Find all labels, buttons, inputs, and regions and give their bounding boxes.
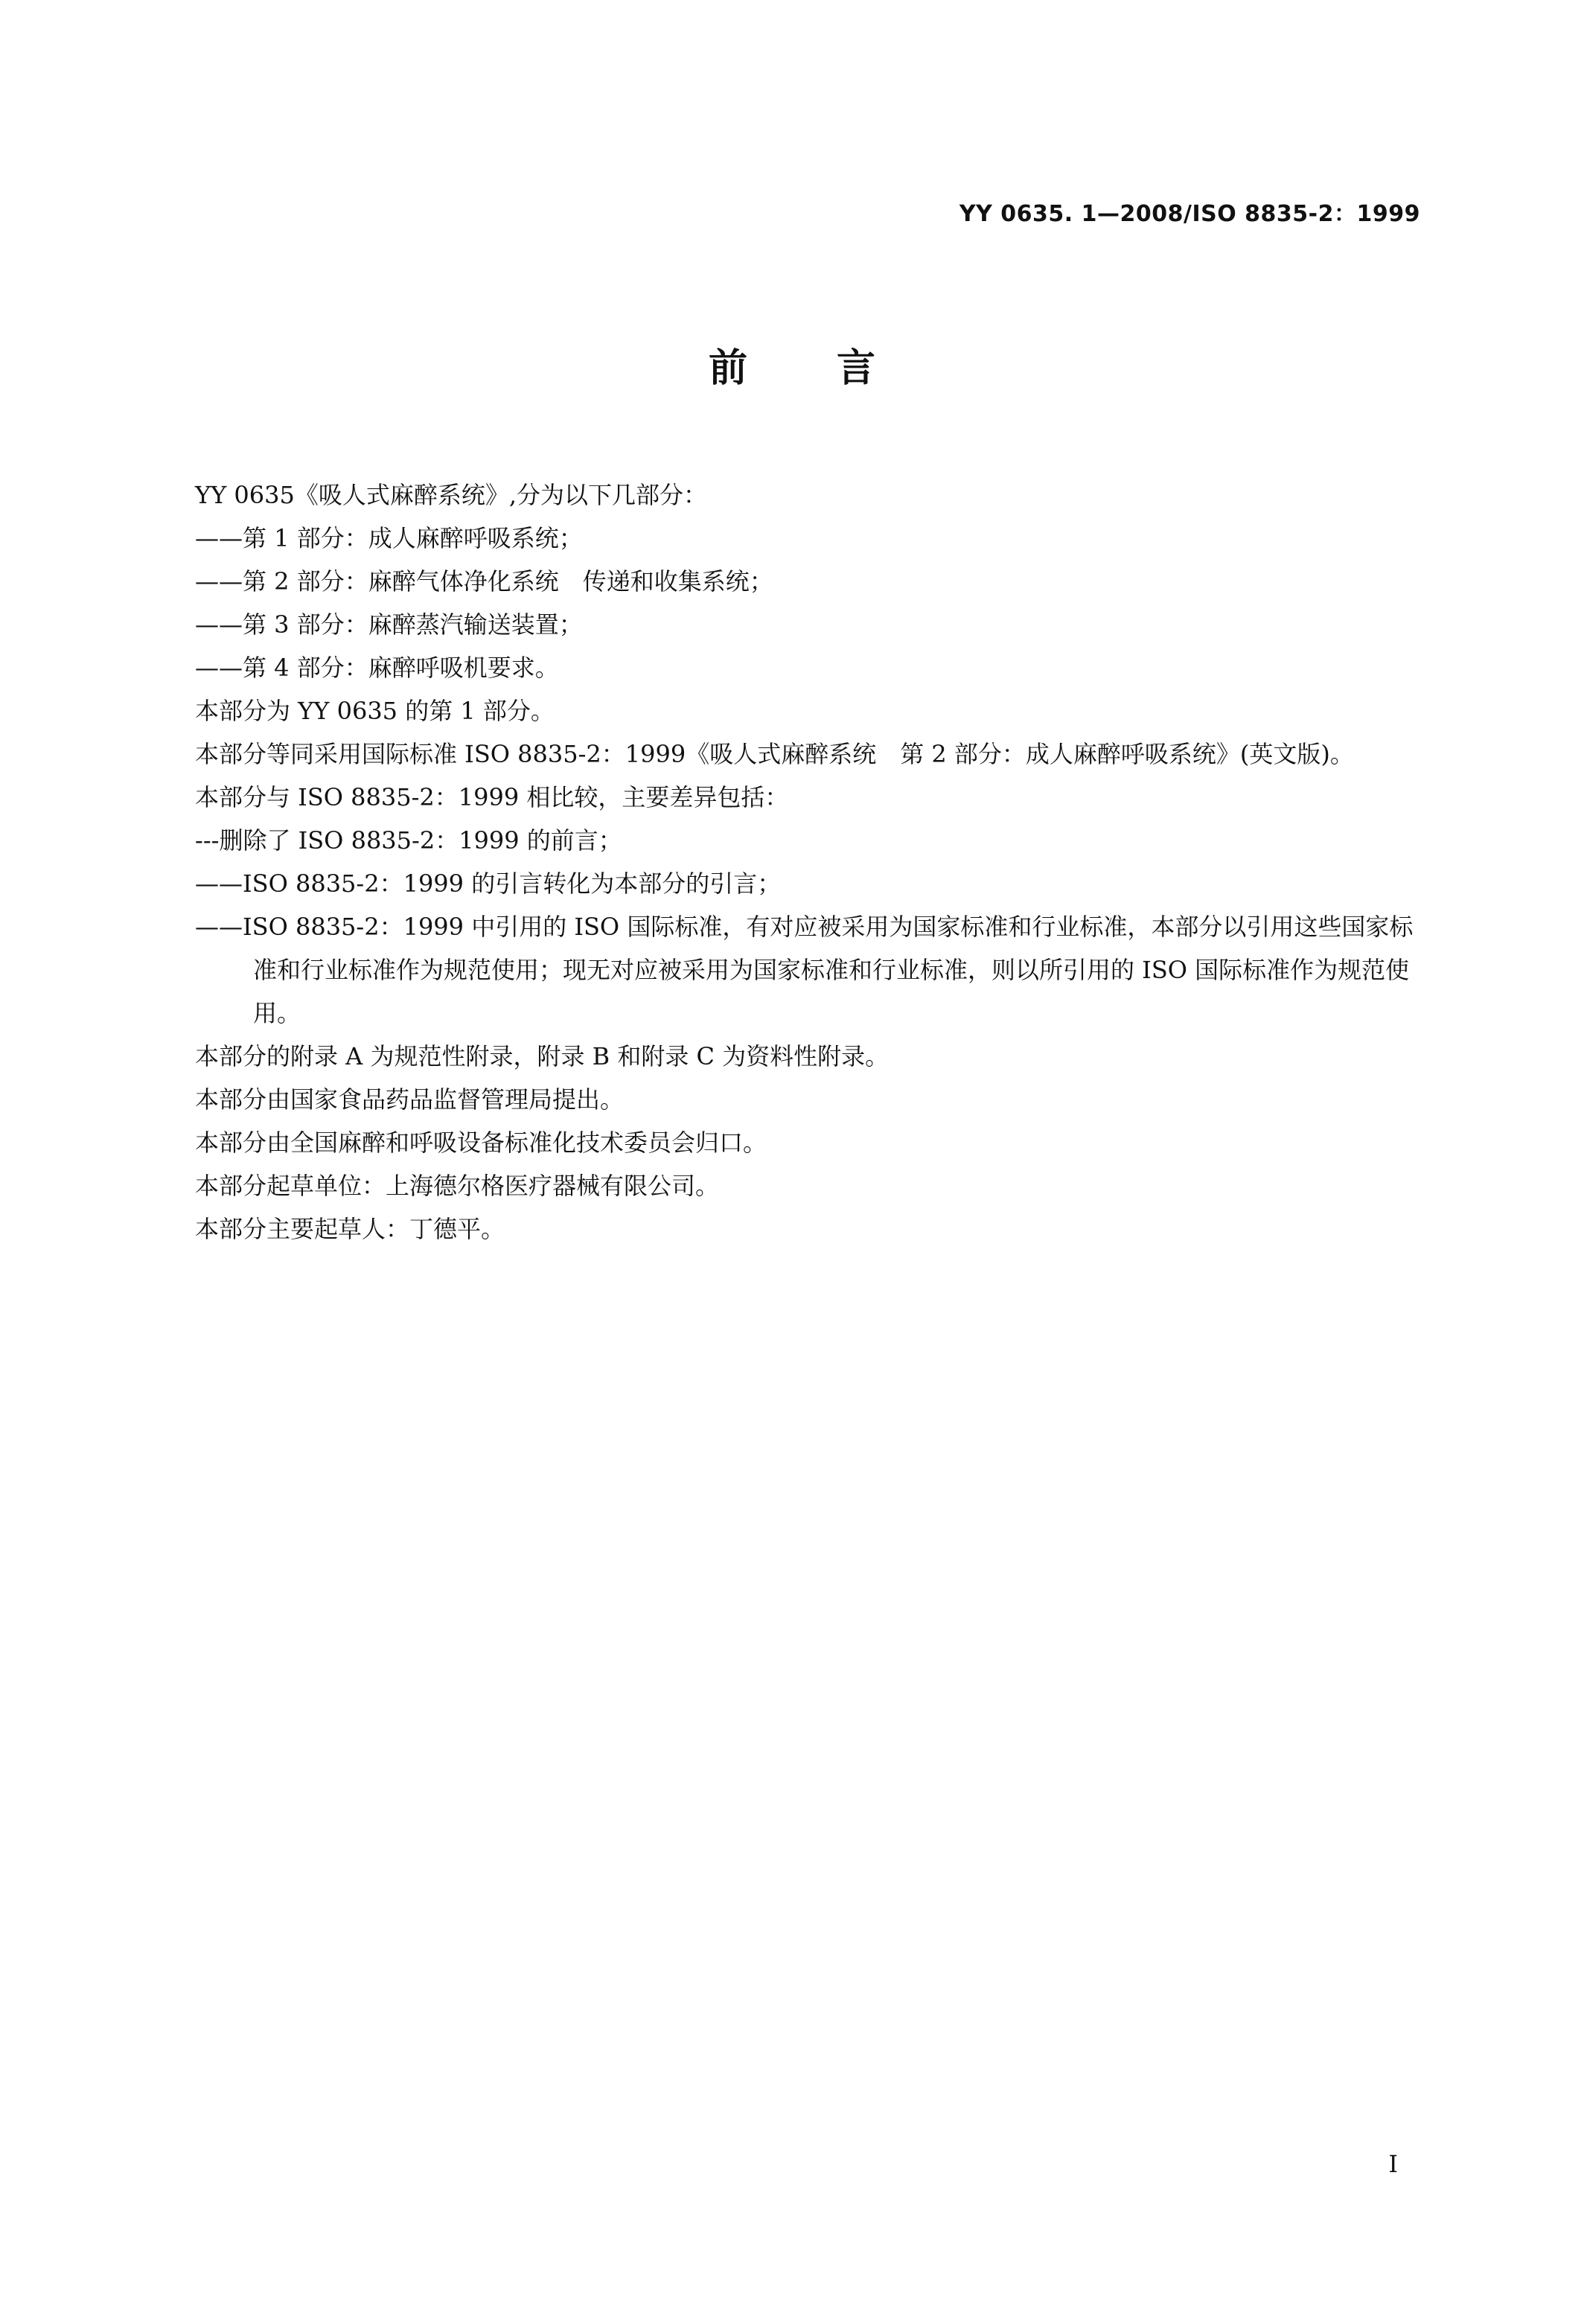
standard-code-header: YY 0635. 1—2008/ISO 8835-2：1999 bbox=[959, 201, 1420, 227]
difference-item-2: ——ISO 8835-2：1999 的引言转化为本部分的引言； bbox=[195, 869, 782, 898]
difference-item-3: ——ISO 8835-2：1999 中引用的 ISO 国际标准，有对应被采用为国家标准和行业标准，本部分以引用这些国家标准和行业标准作为规范使用；现无对应被采用为国家标准和行业标准，则以所引用的 ISO 国际标准作为规范使用。 bbox=[195, 913, 1414, 1027]
document-body bbox=[124, 473, 1422, 1251]
proposer-statement: 本部分由国家食品药品监督管理局提出。 bbox=[195, 1085, 625, 1114]
adoption-statement: 本部分等同采用国际标准 ISO 8835-2：1999《吸人式麻醉系统 第 2 部分：成人麻醉呼吸系统》(英文版)。 bbox=[195, 740, 1354, 768]
part-statement: 本部分为 YY 0635 的第 1 部分。 bbox=[195, 697, 555, 725]
annex-statement: 本部分的附录 A 为规范性附录，附录 B 和附录 C 为资料性附录。 bbox=[195, 1042, 890, 1070]
part-list-item-1: ——第 1 部分：成人麻醉呼吸系统； bbox=[195, 524, 583, 552]
drafter-statement: 本部分主要起草人：丁德平。 bbox=[195, 1215, 505, 1243]
differences-intro: 本部分与 ISO 8835-2：1999 相比较，主要差异包括： bbox=[195, 783, 789, 811]
page-title: 前言 bbox=[708, 346, 965, 391]
part-list-item-3: ——第 3 部分：麻醉蒸汽输送装置； bbox=[195, 610, 583, 639]
page-number: I bbox=[1388, 2150, 1398, 2178]
difference-item-1: ---删除了 ISO 8835-2：1999 的前言； bbox=[195, 826, 622, 855]
intro-paragraph: YY 0635《吸人式麻醉系统》,分为以下几部分： bbox=[195, 481, 708, 509]
committee-statement: 本部分由全国麻醉和呼吸设备标准化技术委员会归口。 bbox=[195, 1129, 767, 1157]
part-list-item-2: ——第 2 部分：麻醉气体净化系统 传递和收集系统； bbox=[195, 567, 773, 596]
part-list-item-4: ——第 4 部分：麻醉呼吸机要求。 bbox=[195, 654, 559, 682]
drafting-unit-statement: 本部分起草单位：上海德尔格医疗器械有限公司。 bbox=[195, 1172, 720, 1200]
